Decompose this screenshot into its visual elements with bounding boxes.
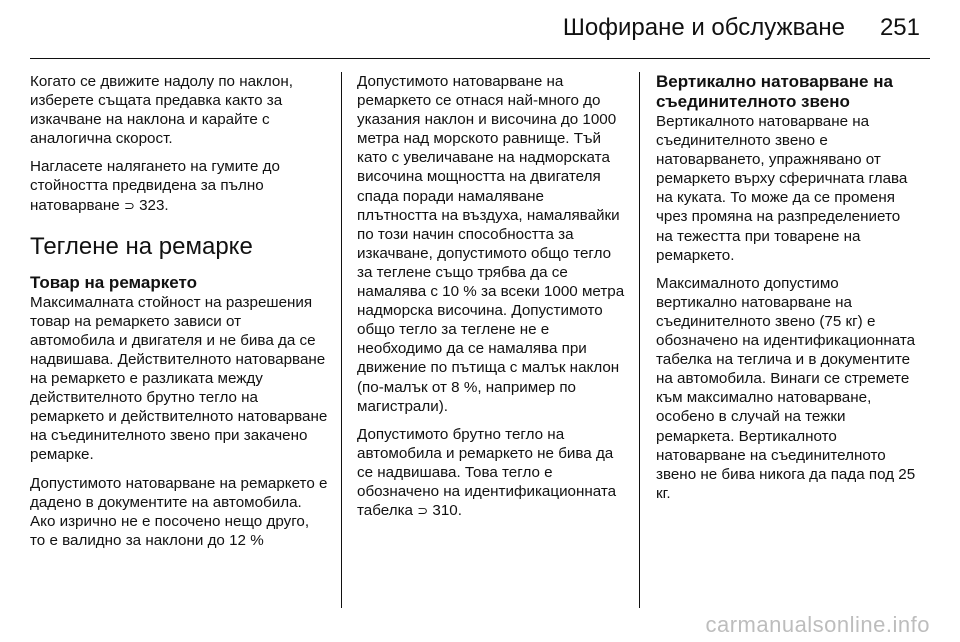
header-rule (30, 58, 930, 59)
section-title-towing: Теглене на ремарке (30, 232, 253, 260)
paragraph-gross-weight-text: Допустимото брутно тегло на автомобила и ремаркето не бива да се надвишава. Това тегло е обозначено на идентификационната табелка (357, 425, 617, 520)
paragraph-altitude: Допустимото натоварване на ремаркето се отнася най-много до указания наклон и височина до 1000 метра над морското равнище. Тъй като с увеличаване на надморската височина мощността на двигателя спада поради намаляване плътността на въздуха, намалявайки по този начин способността за изкачване, допустимото общо тегло за теглене също трябва да се намалява с 10 % за всеки 1000 метра надморска височина. Допустимото общо тегло за теглене не е необходимо да се намалява при движение по пътища с малък наклон (по-малък от 8 %, например по магистрали). (357, 73, 625, 415)
subsection-title-coupling-load: Вертикално натоварване на съединителното звено (656, 72, 893, 111)
page-reference-icon: ⊃ (123, 197, 135, 213)
page-number: 251 (879, 14, 920, 41)
column-3 (656, 72, 918, 512)
paragraph-max-coupling-load: Максималното допустимо вертикално натоварване на съединителното звено (75 кг) е обозначено на идентификационната табелка на теглича и в документите на автомобила. Винаги се стремете към максимално натоварване, особено в случай на тежки ремаркета. Вертикалното натоварване на съединителното звено не бива никога да пада под 25 кг. (656, 274, 916, 502)
subsection-title-trailer-load: Товар на ремаркето (30, 272, 197, 292)
page-reference-link[interactable]: 310. (432, 502, 462, 520)
column-1 (30, 72, 328, 559)
paragraph-downhill: Когато се движите надолу по наклон, изберете същата предавка както за изкачване на наклона и карайте с аналогична скорост. (30, 73, 293, 148)
column-2 (357, 72, 625, 529)
header-title: Шофиране и обслужване (562, 14, 845, 41)
paragraph-trailer-load: Максималната стойност на разрешения товар на ремаркето зависи от автомобила и двигателя и не бива да се надвишава. Действителното натоварване на ремаркето е разликата между действителното брутно тегло на ремаркето и действителното натоварване на съединителното звено при закачено ремарке. (30, 293, 328, 464)
paragraph-permitted-load: Допустимото натоварване на ремаркето е дадено в документите на автомобила. Ако изрично не е посочено нещо друго, то е валидно за наклони до 12 % (30, 474, 328, 549)
paragraph-coupling-load: Вертикалното натоварване на съединителното звено е натоварването, упражнявано от ремаркето върху сферичната глава на куката. То може да се променя чрез промяна на разпределението на тежестта при товарене на ремаркето. (656, 113, 908, 264)
page-header (0, 0, 960, 58)
page-reference-link[interactable]: 323. (139, 196, 169, 214)
paragraph-tyre-pressure-text: Нагласете налягането на гумите до стойността предвидена за пълно натоварване (30, 158, 280, 214)
paragraph-tyre-pressure (30, 157, 328, 214)
paragraph-gross-weight (357, 425, 625, 520)
column-divider-2 (639, 72, 640, 608)
column-divider-1 (341, 72, 342, 608)
watermark: carmanualsonline.info (705, 612, 930, 637)
page-reference-icon: ⊃ (417, 503, 429, 519)
